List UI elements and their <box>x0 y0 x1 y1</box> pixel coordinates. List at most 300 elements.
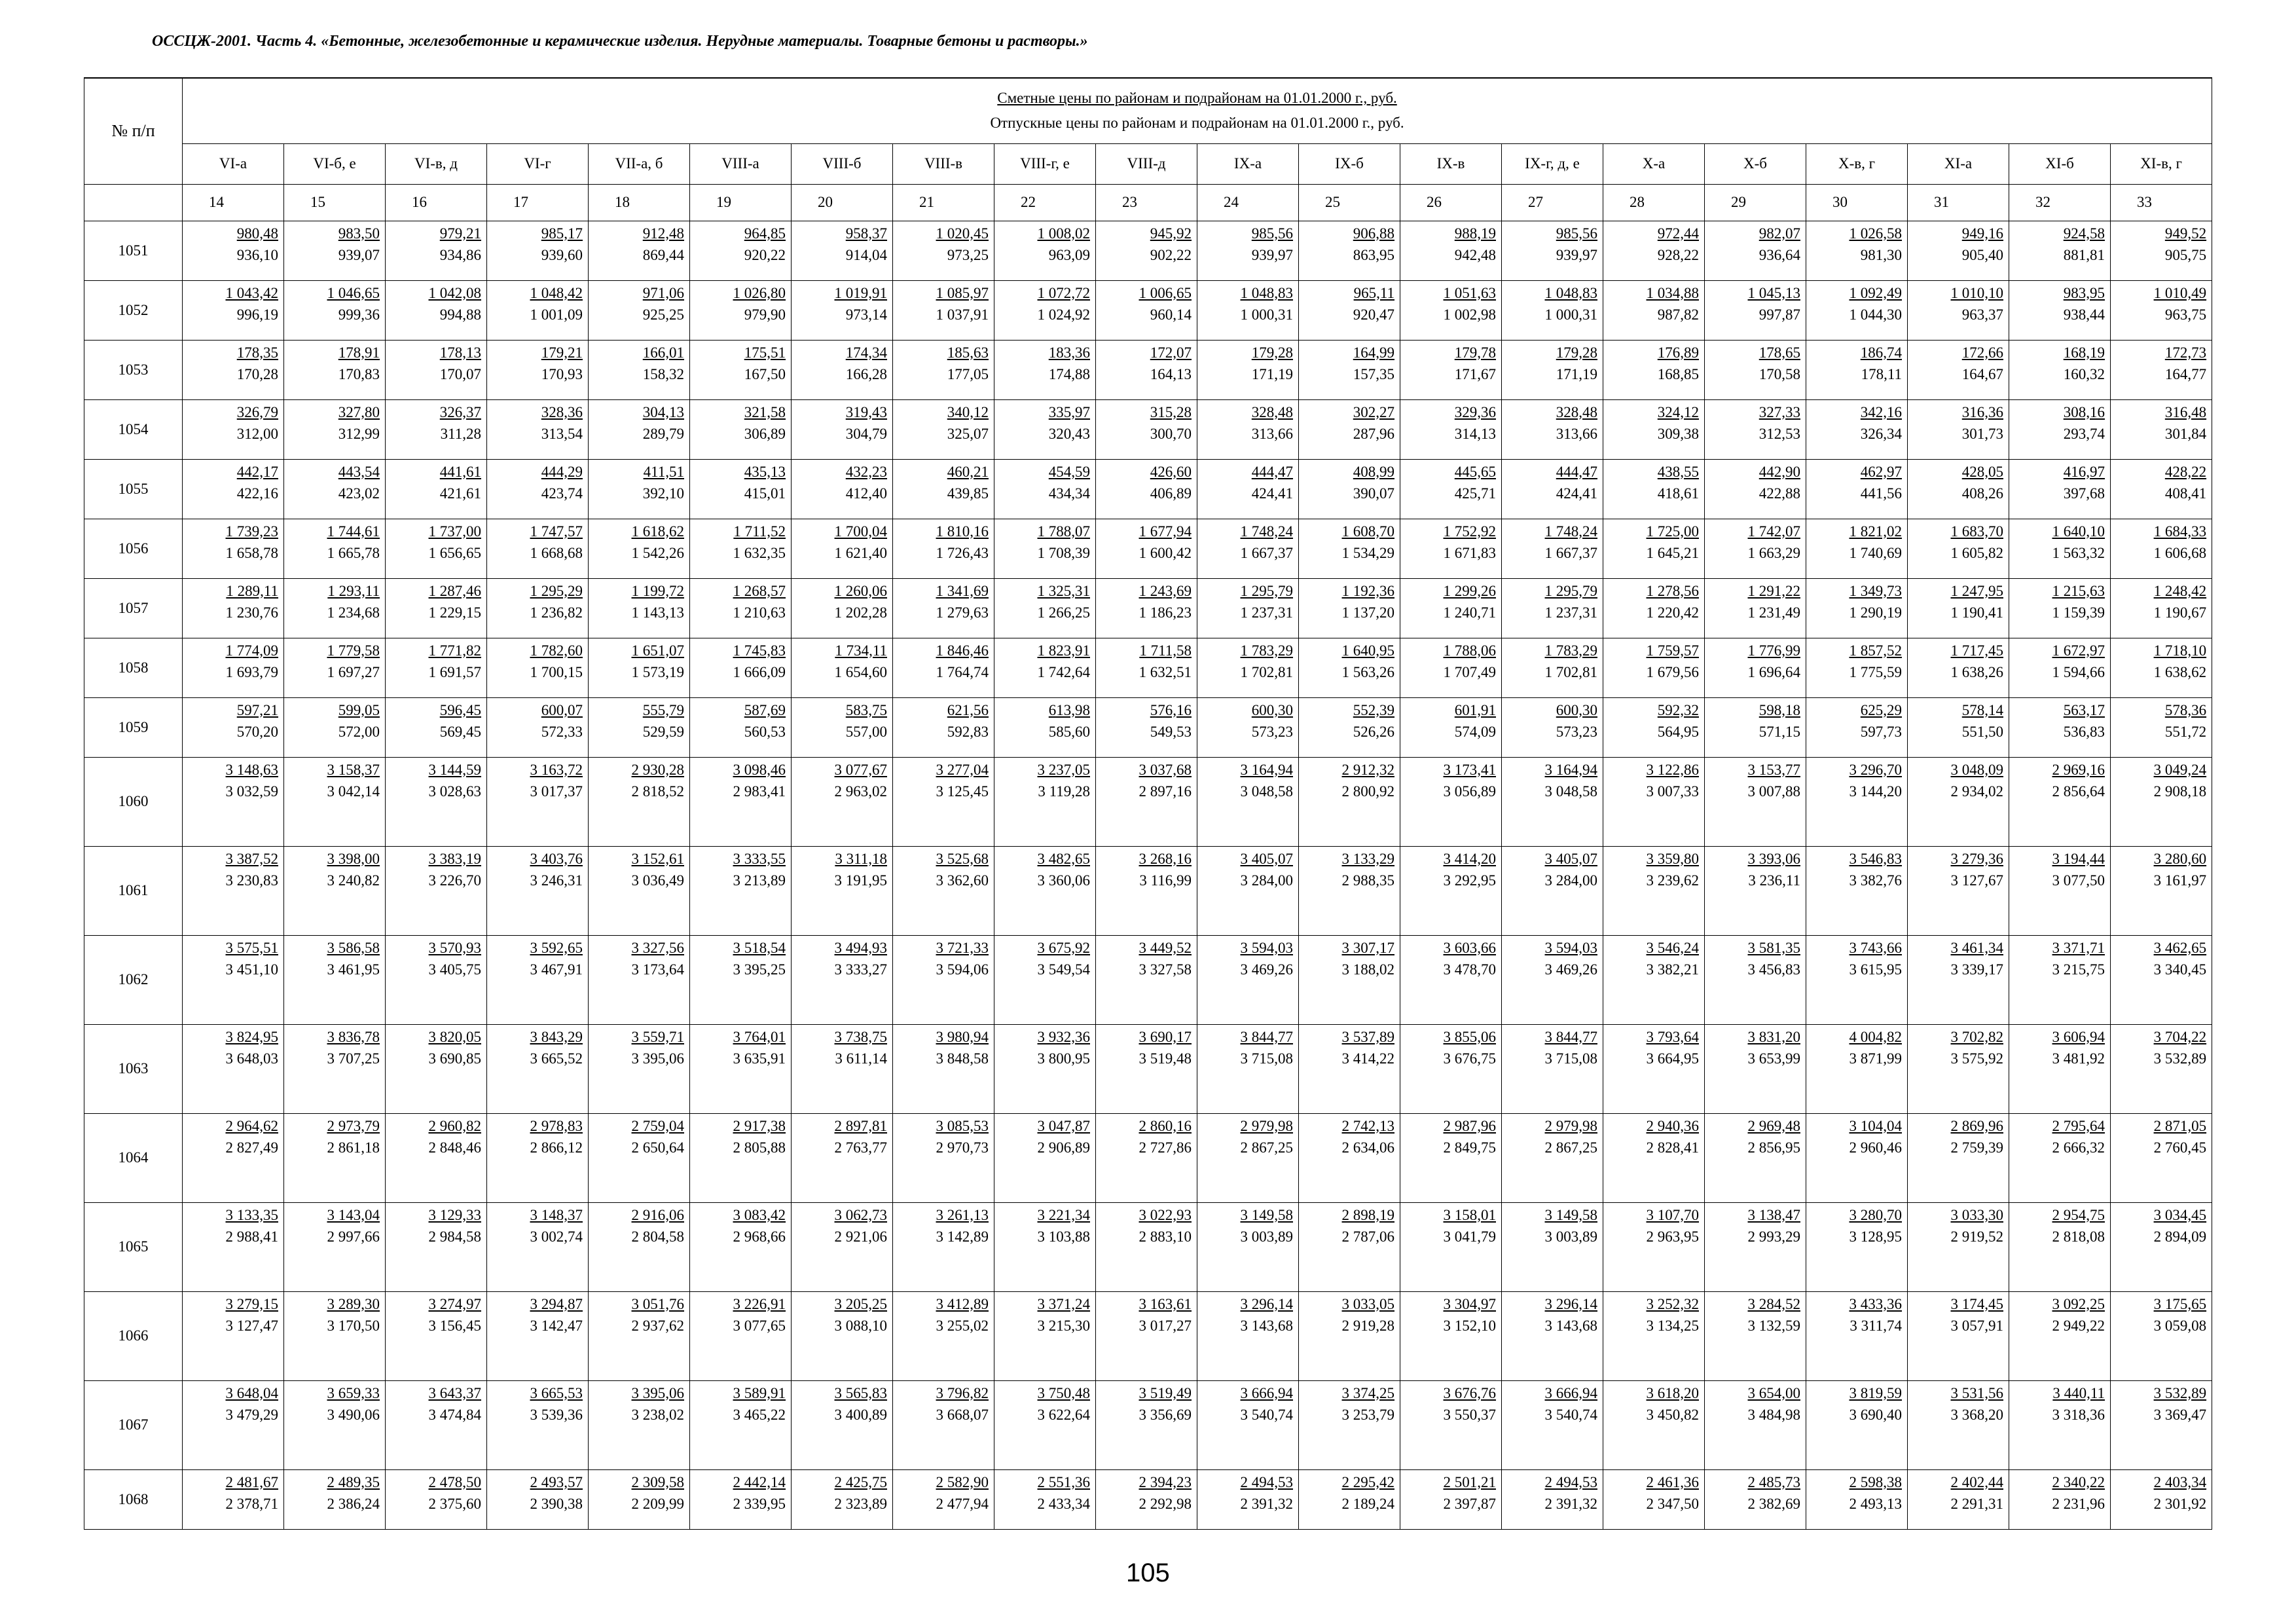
estimated-price: 3 261,13 <box>936 1206 989 1223</box>
release-price: 3 170,50 <box>327 1317 380 1334</box>
release-price: 1 237,31 <box>1544 604 1597 621</box>
price-cell <box>994 1380 1096 1469</box>
price-cell <box>487 578 589 638</box>
release-price: 3 648,03 <box>225 1050 278 1067</box>
estimated-price: 1 783,29 <box>1240 642 1293 659</box>
release-price: 424,41 <box>1251 485 1293 502</box>
estimated-price: 599,05 <box>338 701 380 718</box>
release-price: 2 804,58 <box>631 1228 684 1245</box>
price-cell <box>1400 1024 1502 1113</box>
price-cell <box>2009 1291 2111 1380</box>
release-price: 170,58 <box>1758 365 1800 382</box>
release-price: 939,97 <box>1556 246 1597 263</box>
column-number: 20 <box>792 184 893 221</box>
price-cell <box>2009 1202 2111 1291</box>
release-price: 987,82 <box>1657 306 1699 323</box>
release-price: 3 690,40 <box>1849 1406 1902 1423</box>
price-cell <box>1908 1113 2009 1202</box>
release-price: 2 897,16 <box>1139 783 1192 800</box>
price-cell <box>690 935 792 1024</box>
estimated-price: 2 871,05 <box>2153 1117 2207 1134</box>
estimated-price: 3 077,67 <box>834 761 887 778</box>
price-cell <box>487 280 589 340</box>
estimated-price: 1 672,97 <box>2052 642 2105 659</box>
price-cell <box>1705 1113 1806 1202</box>
column-number: 23 <box>1096 184 1197 221</box>
estimated-price: 596,45 <box>439 701 481 718</box>
price-cell <box>183 757 284 846</box>
estimated-price: 3 280,60 <box>2153 850 2207 867</box>
estimated-price: 601,91 <box>1454 701 1496 718</box>
price-cell <box>1400 221 1502 280</box>
estimated-price: 3 405,07 <box>1544 850 1597 867</box>
release-price: 3 007,33 <box>1646 783 1699 800</box>
estimated-price: 3 531,56 <box>1950 1384 2003 1401</box>
estimated-price: 1 085,97 <box>936 284 989 301</box>
column-number: 19 <box>690 184 792 221</box>
estimated-price: 3 173,41 <box>1443 761 1496 778</box>
release-price: 408,41 <box>2164 485 2207 502</box>
release-price: 1 534,29 <box>1341 544 1394 561</box>
release-price: 3 144,20 <box>1849 783 1902 800</box>
price-cell <box>1502 1469 1603 1529</box>
price-cell <box>386 846 487 935</box>
release-price: 3 003,89 <box>1544 1228 1597 1245</box>
price-cell <box>487 519 589 578</box>
estimated-price: 2 917,38 <box>733 1117 786 1134</box>
price-cell <box>2111 697 2212 757</box>
estimated-price: 2 898,19 <box>1341 1206 1394 1223</box>
estimated-price: 3 174,45 <box>1950 1295 2003 1312</box>
estimated-price: 1 341,69 <box>936 582 989 599</box>
estimated-price: 3 618,20 <box>1646 1384 1699 1401</box>
release-price: 2 391,32 <box>1240 1495 1293 1512</box>
estimated-price: 3 143,04 <box>327 1206 380 1223</box>
price-cell <box>183 935 284 1024</box>
release-price: 881,81 <box>2063 246 2105 263</box>
release-price: 3 490,06 <box>327 1406 380 1423</box>
release-price: 3 622,64 <box>1037 1406 1090 1423</box>
release-price: 3 311,74 <box>1850 1317 1902 1334</box>
price-cell <box>1705 578 1806 638</box>
estimated-price: 2 551,36 <box>1037 1473 1090 1490</box>
release-price: 3 143,68 <box>1544 1317 1597 1334</box>
column-number: 21 <box>893 184 994 221</box>
release-price: 3 467,91 <box>530 961 583 978</box>
release-price: 902,22 <box>1150 246 1192 263</box>
estimated-price: 316,36 <box>1961 403 2003 420</box>
price-cell <box>1299 1024 1400 1113</box>
price-cell <box>589 846 690 935</box>
price-cell <box>690 638 792 697</box>
release-price: 3 594,06 <box>936 961 989 978</box>
column-number: 24 <box>1197 184 1299 221</box>
price-cell <box>183 638 284 697</box>
price-cell <box>1400 697 1502 757</box>
release-price: 3 127,67 <box>1950 872 2003 889</box>
release-price: 1 600,42 <box>1139 544 1192 561</box>
price-cell <box>1502 846 1603 935</box>
release-price: 2 963,95 <box>1646 1228 1699 1245</box>
price-cell <box>1197 1291 1299 1380</box>
release-price: 569,45 <box>439 723 481 740</box>
release-price: 1 190,41 <box>1950 604 2003 621</box>
price-cell <box>589 697 690 757</box>
estimated-price: 2 964,62 <box>225 1117 278 1134</box>
price-cell <box>1908 1291 2009 1380</box>
release-price: 1 679,56 <box>1646 663 1699 680</box>
price-cell <box>994 1291 1096 1380</box>
price-cell <box>1096 935 1197 1024</box>
estimated-price: 3 586,58 <box>327 939 380 956</box>
price-cell <box>1096 399 1197 459</box>
column-number: 15 <box>284 184 386 221</box>
price-cell <box>1096 221 1197 280</box>
release-price: 326,34 <box>1860 425 1902 442</box>
release-price: 1 279,63 <box>936 604 989 621</box>
estimated-price: 1 823,91 <box>1037 642 1090 659</box>
price-cell <box>1705 459 1806 519</box>
estimated-price: 1 748,24 <box>1544 523 1597 540</box>
price-cell <box>284 1113 386 1202</box>
price-cell <box>1705 1380 1806 1469</box>
estimated-price: 179,78 <box>1454 344 1496 361</box>
release-price: 2 867,25 <box>1240 1139 1293 1156</box>
release-price: 2 231,96 <box>2052 1495 2105 1512</box>
release-price: 3 664,95 <box>1646 1050 1699 1067</box>
release-price: 526,26 <box>1353 723 1394 740</box>
release-price: 2 800,92 <box>1341 783 1394 800</box>
price-cell <box>1096 1113 1197 1202</box>
release-price: 1 594,66 <box>2052 663 2105 680</box>
release-price: 2 397,87 <box>1443 1495 1496 1512</box>
price-cell <box>1806 340 1908 399</box>
estimated-price: 444,47 <box>1251 463 1293 480</box>
release-price: 2 849,75 <box>1443 1139 1496 1156</box>
release-price: 1 656,65 <box>428 544 481 561</box>
row-number: 1062 <box>84 935 183 1024</box>
estimated-price: 3 294,87 <box>530 1295 583 1312</box>
release-price: 3 142,47 <box>530 1317 583 1334</box>
release-price: 3 041,79 <box>1443 1228 1496 1245</box>
price-cell <box>893 846 994 935</box>
price-cell <box>487 638 589 697</box>
release-price: 920,22 <box>744 246 786 263</box>
price-cell <box>1705 697 1806 757</box>
price-cell <box>284 459 386 519</box>
price-cell <box>1400 399 1502 459</box>
price-cell <box>1096 1380 1197 1469</box>
price-cell <box>2009 578 2111 638</box>
estimated-price: 578,36 <box>2164 701 2207 718</box>
release-price: 1 708,39 <box>1037 544 1090 561</box>
price-cell <box>1197 1024 1299 1113</box>
estimated-price: 985,56 <box>1556 225 1597 242</box>
estimated-price: 600,30 <box>1556 701 1597 718</box>
estimated-price: 3 152,61 <box>631 850 684 867</box>
release-price: 1 671,83 <box>1443 544 1496 561</box>
estimated-price: 3 268,16 <box>1139 850 1192 867</box>
release-price: 1 002,98 <box>1443 306 1496 323</box>
estimated-price: 945,92 <box>1150 225 1192 242</box>
price-cell <box>183 340 284 399</box>
price-cell <box>994 459 1096 519</box>
price-cell <box>1705 757 1806 846</box>
price-cell <box>183 697 284 757</box>
price-cell <box>1197 578 1299 638</box>
price-cell <box>1908 1024 2009 1113</box>
price-cell <box>1197 519 1299 578</box>
price-cell <box>1705 519 1806 578</box>
price-cell <box>589 638 690 697</box>
estimated-price: 3 104,04 <box>1849 1117 1902 1134</box>
estimated-price: 1 006,65 <box>1139 284 1192 301</box>
estimated-price: 3 163,61 <box>1139 1295 1192 1312</box>
price-cell <box>893 221 994 280</box>
release-price: 3 077,50 <box>2052 872 2105 889</box>
price-cell <box>1400 1291 1502 1380</box>
column-number: 22 <box>994 184 1096 221</box>
release-price: 2 433,34 <box>1037 1495 1090 1512</box>
price-cell <box>893 1024 994 1113</box>
release-price: 551,72 <box>2164 723 2207 740</box>
table-row <box>84 519 2212 578</box>
release-price: 3 239,62 <box>1646 872 1699 889</box>
estimated-price: 3 654,00 <box>1747 1384 1800 1401</box>
estimated-price: 3 175,65 <box>2153 1295 2207 1312</box>
price-cell <box>183 578 284 638</box>
estimated-price: 3 098,46 <box>733 761 786 778</box>
price-cell <box>893 1202 994 1291</box>
release-price: 3 132,59 <box>1747 1317 1800 1334</box>
price-cell <box>2009 1113 2111 1202</box>
release-price: 1 159,39 <box>2052 604 2105 621</box>
release-price: 939,60 <box>541 246 583 263</box>
estimated-price: 3 461,34 <box>1950 939 2003 956</box>
price-cell <box>1299 578 1400 638</box>
release-price: 557,00 <box>845 723 887 740</box>
price-cell <box>1197 459 1299 519</box>
estimated-price: 3 383,19 <box>428 850 481 867</box>
release-price: 3 173,64 <box>631 961 684 978</box>
release-price: 2 919,28 <box>1341 1317 1394 1334</box>
price-cell <box>487 935 589 1024</box>
release-price: 2 856,95 <box>1747 1139 1800 1156</box>
price-cell <box>386 1469 487 1529</box>
release-price: 1 645,21 <box>1646 544 1699 561</box>
release-price: 164,77 <box>2164 365 2207 382</box>
estimated-price: 3 932,36 <box>1037 1028 1090 1045</box>
estimated-price: 1 243,69 <box>1139 582 1192 599</box>
region-header: X-б <box>1705 143 1806 184</box>
release-price: 304,79 <box>845 425 887 442</box>
price-cell <box>284 638 386 697</box>
estimated-price: 3 666,94 <box>1544 1384 1597 1401</box>
price-cell <box>487 1113 589 1202</box>
price-cell <box>1197 1380 1299 1469</box>
release-price: 3 002,74 <box>530 1228 583 1245</box>
table-row <box>84 221 2212 280</box>
estimated-price: 3 359,80 <box>1646 850 1699 867</box>
estimated-price: 178,35 <box>236 344 278 361</box>
estimated-price: 3 743,66 <box>1849 939 1902 956</box>
price-cell <box>487 221 589 280</box>
price-cell <box>690 697 792 757</box>
price-cell <box>1908 399 2009 459</box>
estimated-price: 3 594,03 <box>1240 939 1293 956</box>
release-price: 425,71 <box>1454 485 1496 502</box>
estimated-price: 587,69 <box>744 701 786 718</box>
estimated-price: 2 461,36 <box>1646 1473 1699 1490</box>
release-price: 920,47 <box>1353 306 1394 323</box>
estimated-price: 949,16 <box>1961 225 2003 242</box>
price-cell <box>690 280 792 340</box>
price-cell <box>183 1380 284 1469</box>
estimated-price: 1 045,13 <box>1747 284 1800 301</box>
estimated-price: 3 307,17 <box>1341 939 1394 956</box>
price-cell <box>1400 935 1502 1024</box>
estimated-price: 442,17 <box>236 463 278 480</box>
release-price: 3 615,95 <box>1849 961 1902 978</box>
estimated-price: 1 295,79 <box>1544 582 1597 599</box>
price-cell <box>1197 638 1299 697</box>
price-cell <box>1502 1113 1603 1202</box>
price-cell <box>386 757 487 846</box>
price-cell <box>994 1202 1096 1291</box>
price-cell <box>792 1291 893 1380</box>
price-cell <box>1908 459 2009 519</box>
release-price: 592,83 <box>947 723 989 740</box>
price-cell <box>994 697 1096 757</box>
estimated-price: 3 226,91 <box>733 1295 786 1312</box>
price-cell <box>2009 1380 2111 1469</box>
release-price: 3 369,47 <box>2153 1406 2207 1423</box>
estimated-price: 178,13 <box>439 344 481 361</box>
price-cell <box>1908 935 2009 1024</box>
estimated-price: 979,21 <box>439 225 481 242</box>
price-cell <box>589 1380 690 1469</box>
price-cell <box>1400 578 1502 638</box>
price-cell <box>1603 340 1705 399</box>
table-row <box>84 1202 2212 1291</box>
release-price: 3 456,83 <box>1747 961 1800 978</box>
price-cell <box>2111 846 2212 935</box>
estimated-price: 3 559,71 <box>631 1028 684 1045</box>
release-price: 2 988,35 <box>1341 872 1394 889</box>
release-price: 397,68 <box>2063 485 2105 502</box>
price-cell <box>2111 519 2212 578</box>
estimated-price: 179,21 <box>541 344 583 361</box>
region-header: VIII-г, е <box>994 143 1096 184</box>
estimated-price: 1 651,07 <box>631 642 684 659</box>
release-price: 3 032,59 <box>225 783 278 800</box>
price-cell <box>1502 1380 1603 1469</box>
estimated-price: 172,66 <box>1961 344 2003 361</box>
estimated-price: 315,28 <box>1150 403 1192 420</box>
estimated-price: 428,05 <box>1961 463 2003 480</box>
release-price: 3 036,49 <box>631 872 684 889</box>
release-price: 3 333,27 <box>834 961 887 978</box>
price-cell <box>1400 846 1502 935</box>
price-cell <box>893 1291 994 1380</box>
release-price: 3 540,74 <box>1240 1406 1293 1423</box>
price-cell <box>487 1024 589 1113</box>
release-price: 1 700,15 <box>530 663 583 680</box>
column-number: 29 <box>1705 184 1806 221</box>
release-price: 905,75 <box>2164 246 2207 263</box>
release-price: 2 382,69 <box>1747 1495 1800 1512</box>
price-cell <box>1603 459 1705 519</box>
table-row <box>84 1380 2212 1469</box>
release-price: 1 024,92 <box>1037 306 1090 323</box>
estimated-price: 4 004,82 <box>1849 1028 1902 1045</box>
region-header: IX-б <box>1299 143 1400 184</box>
release-price: 3 340,45 <box>2153 961 2207 978</box>
release-price: 177,05 <box>947 365 989 382</box>
price-cell <box>1502 638 1603 697</box>
price-cell <box>386 1024 487 1113</box>
row-number: 1054 <box>84 399 183 459</box>
price-cell <box>994 221 1096 280</box>
estimated-price: 1 725,00 <box>1646 523 1699 540</box>
estimated-price: 598,18 <box>1758 701 1800 718</box>
release-price: 939,07 <box>338 246 380 263</box>
estimated-price: 2 478,50 <box>428 1473 481 1490</box>
release-price: 1 658,78 <box>225 544 278 561</box>
release-price: 3 611,14 <box>835 1050 887 1067</box>
price-cell <box>487 757 589 846</box>
estimated-price: 988,19 <box>1454 225 1496 242</box>
region-header: VI-а <box>183 143 284 184</box>
price-cell <box>792 519 893 578</box>
price-cell <box>386 340 487 399</box>
price-cell <box>1400 638 1502 697</box>
price-cell <box>589 519 690 578</box>
estimated-price: 583,75 <box>845 701 887 718</box>
price-cell <box>1096 578 1197 638</box>
estimated-price: 2 425,75 <box>834 1473 887 1490</box>
release-price: 2 968,66 <box>733 1228 786 1245</box>
price-cell <box>792 935 893 1024</box>
release-price: 3 368,20 <box>1950 1406 2003 1423</box>
column-number: 18 <box>589 184 690 221</box>
release-price: 170,83 <box>338 365 380 382</box>
price-cell <box>386 578 487 638</box>
price-cell <box>2009 399 2111 459</box>
estimated-price: 912,48 <box>642 225 684 242</box>
price-cell <box>183 399 284 459</box>
estimated-price: 2 960,82 <box>428 1117 481 1134</box>
estimated-price: 1 026,80 <box>733 284 786 301</box>
release-price: 2 818,08 <box>2052 1228 2105 1245</box>
price-cell <box>792 1202 893 1291</box>
estimated-price: 1 810,16 <box>936 523 989 540</box>
estimated-price: 1 744,61 <box>327 523 380 540</box>
release-price: 2 759,39 <box>1950 1139 2003 1156</box>
estimated-price: 3 395,06 <box>631 1384 684 1401</box>
estimated-price: 3 844,77 <box>1240 1028 1293 1045</box>
release-price: 418,61 <box>1657 485 1699 502</box>
estimated-price: 980,48 <box>236 225 278 242</box>
price-cell <box>284 1202 386 1291</box>
estimated-price: 1 774,09 <box>225 642 278 659</box>
estimated-price: 3 820,05 <box>428 1028 481 1045</box>
region-header: IX-а <box>1197 143 1299 184</box>
release-price: 3 395,25 <box>733 961 786 978</box>
release-price: 3 188,02 <box>1341 961 1394 978</box>
estimated-price: 3 164,94 <box>1544 761 1597 778</box>
price-cell <box>1705 399 1806 459</box>
